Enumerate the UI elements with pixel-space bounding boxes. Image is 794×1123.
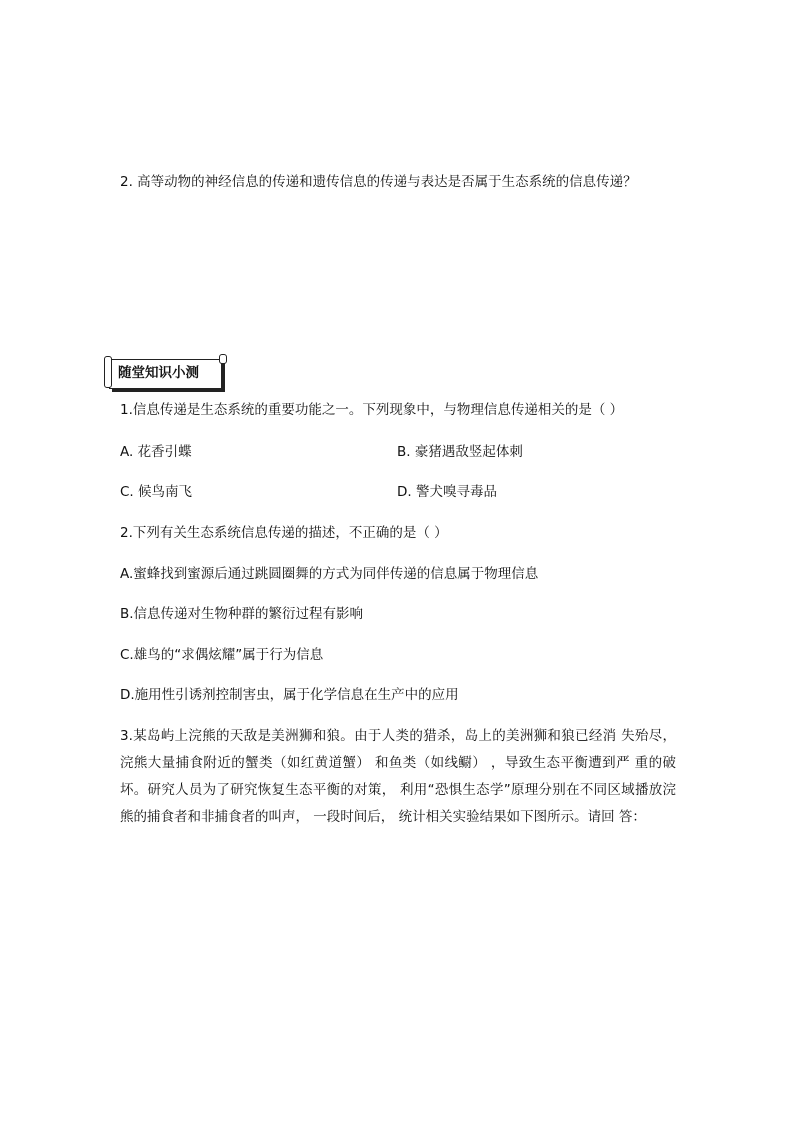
scroll-corner-right xyxy=(219,354,227,364)
section-header-banner xyxy=(109,359,222,389)
section-title: 随堂知识小测 xyxy=(118,365,199,381)
question-1-option-b: B. 豪猪遇敌竖起体刺 xyxy=(397,444,523,460)
scroll-corner-left xyxy=(104,356,112,388)
question-1-option-c: C. 候鸟南飞 xyxy=(120,484,193,500)
question-2-option-b: B.信息传递对生物种群的繁衍过程有影响 xyxy=(120,606,364,622)
question-1-option-a: A. 花香引蝶 xyxy=(120,444,192,460)
question-2-option-d: D.施用性引诱剂控制害虫，属于化学信息在生产中的应用 xyxy=(120,687,459,703)
question-3-stem: 3.某岛屿上浣熊的天敌是美洲狮和狼。由于人类的猎杀，岛上的美洲狮和狼已经消 失殆尽，浣熊大量捕食附近的蟹类（如红黄道蟹） 和鱼类（如线鳚） ，导致生态平衡遭到严 重的破坏。研究人员为了研究恢复生态平衡的对策， 利用“恐惧生态学”原理分别在不同区域播放浣熊的捕食者和非捕食者的叫声， 一段时间后， 统计相关实验结果如下图所示。请回 答： xyxy=(120,728,676,825)
question-1-stem: 1.信息传递是生态系统的重要功能之一。下列现象中，与物理信息传递相关的是（ ） xyxy=(120,402,624,418)
question-2-option-a: A.蜜蜂找到蜜源后通过跳圆圈舞的方式为同伴传递的信息属于物理信息 xyxy=(120,566,539,582)
question-2-option-c: C.雄鸟的“求偶炫耀”属于行为信息 xyxy=(120,647,324,663)
question-2-stem: 2.下列有关生态系统信息传递的描述，不正确的是（ ） xyxy=(120,525,448,541)
question-1-option-d: D. 警犬嗅寻毒品 xyxy=(397,484,497,500)
reflection-question: 2. 高等动物的神经信息的传递和遗传信息的传递与表达是否属于生态系统的信息传递？ xyxy=(120,174,637,190)
